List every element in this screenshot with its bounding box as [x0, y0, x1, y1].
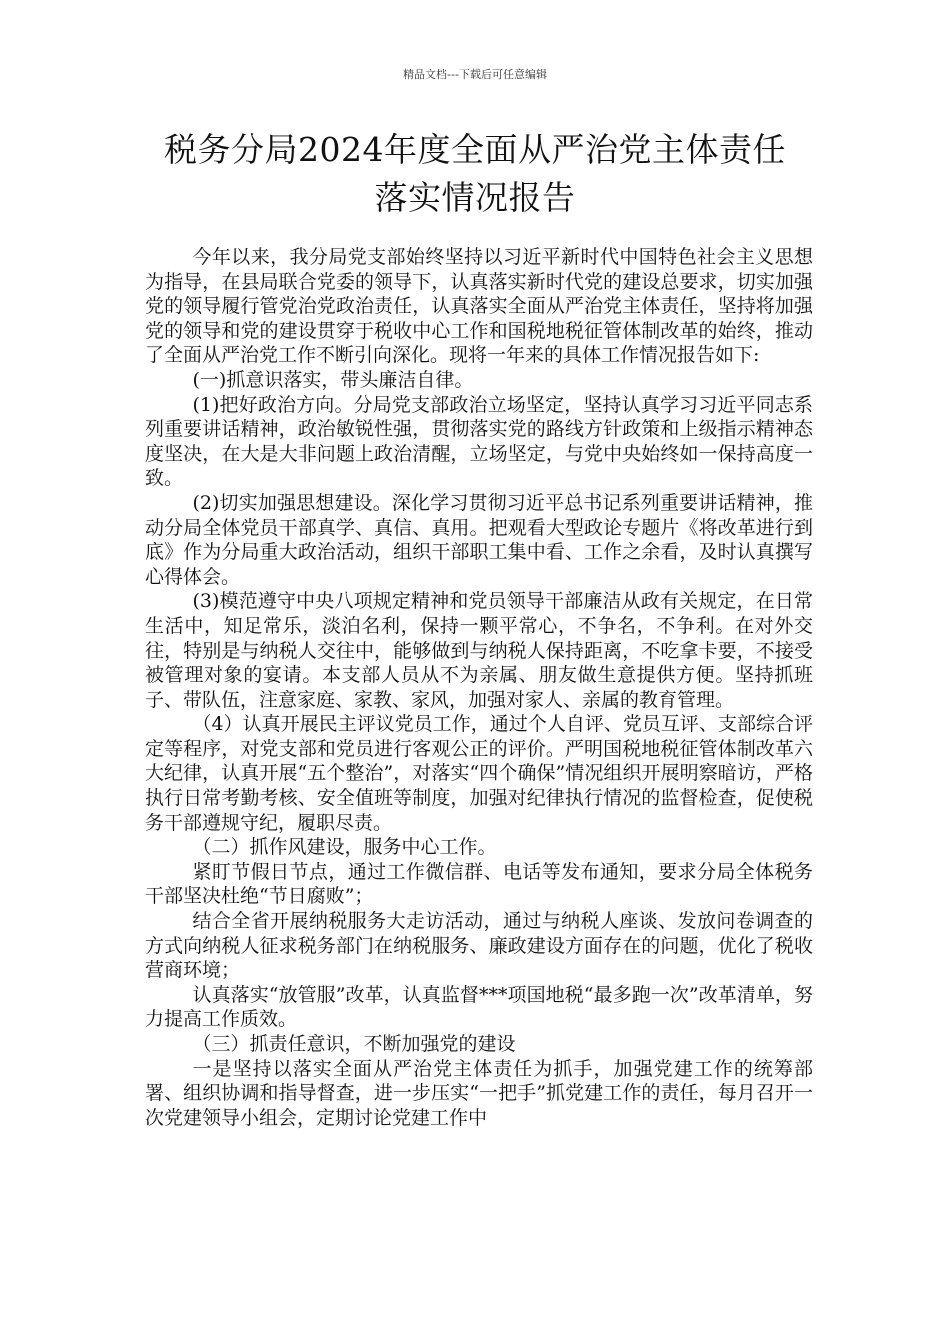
paragraph-item-3: (3)模范遵守中央八项规定精神和党员领导干部廉洁从政有关规定，在日常生活中，知足常乐，淡泊名利，保持一颗平常心，不争名，不争利。在对外交往，特别是与纳税人交往中，能够做到与纳税人保持距离，不吃拿卡要，不接受被管理对象的宴请。本支部人员从不为亲属、朋友做生意提供方便。坚持抓班子、带队伍，注意家庭、家教、家风，加强对家人、亲属的教育管理。: [145, 590, 813, 711]
section-heading-2: （二）抓作风建设，服务中心工作。: [192, 836, 497, 859]
document-title: [100, 126, 850, 222]
paragraph-item-2: (2)切实加强思想建设。深化学习贯彻习近平总书记系列重要讲话精神，推动分局全体党员干部真学、真信、真用。把观看大型政论专题片《将改革进行到底》作为分局重大政治活动，组织干部职工集中看、工作之余看，及时认真撰写心得体会。: [145, 491, 813, 588]
paragraph-item-1: (1)把好政治方向。分局党支部政治立场坚定，坚持认真学习习近平同志系列重要讲话精神，政治敏锐性强，贯彻落实党的路线方针政策和上级指示精神态度坚决，在大是大非问题上政治清醒，立场坚定，与党中央始终如一保持高度一致。: [145, 393, 813, 490]
paragraph-responsibility: 一是坚持以落实全面从严治党主体责任为抓手，加强党建工作的统筹部署、组织协调和指导督查，进一步压实“一把手”抓党建工作的责任，每月召开一次党建领导小组会，定期讨论党建工作中: [145, 1057, 813, 1129]
paragraph-intro: 今年以来，我分局党支部始终坚持以习近平新时代中国特色社会主义思想为指导，在县局联合党委的领导下，认真落实新时代党的建设总要求，切实加强党的领导履行管党治党政治责任，认真落实全面从严治党主体责任，坚持将加强党的领导和党的建设贯穿于税收中心工作和国税地税征管体制改革的始终，推动了全面从严治党工作不断引向深化。现将一年来的具体工作情况报告如下:: [145, 246, 813, 367]
title-line-1: 税务分局2024年度全面从严治党主体责任: [164, 130, 786, 169]
document-body: [145, 245, 813, 1130]
paragraph-holiday: 紧盯节假日节点，通过工作微信群、电话等发布通知，要求分局全体税务干部坚决杜绝“节日腐败”；: [145, 860, 813, 908]
section-heading-3: （三）抓责任意识，不断加强党的建设: [192, 1033, 516, 1055]
title-line-2: 落实情况报告: [374, 178, 576, 217]
paragraph-reform: 认真落实“放管服”改革，认真监督***项国地税“最多跑一次”改革清单，努力提高工作质效。: [145, 983, 813, 1031]
paragraph-item-4: （4）认真开展民主评议党员工作，通过个人自评、党员互评、支部综合评定等程序，对党支部和党员进行客观公正的评价。严明国税地税征管体制改革六大纪律，认真开展“五个整治”，对落实“四个确保”情况组织开展明察暗访，严格执行日常考勤考核、安全值班等制度，加强对纪律执行情况的监督检查，促使税务干部遵规守纪，履职尽责。: [145, 713, 813, 834]
paragraph-visits: 结合全省开展纳税服务大走访活动，通过与纳税人座谈、发放问卷调查的方式向纳税人征求税务部门在纳税服务、廉政建设方面存在的问题，优化了税收营商环境；: [145, 910, 813, 982]
header-note: 精品文档---下载后可任意编辑: [403, 68, 547, 81]
section-heading-1: (一)抓意识落实，带头廉洁自律。: [192, 368, 474, 391]
